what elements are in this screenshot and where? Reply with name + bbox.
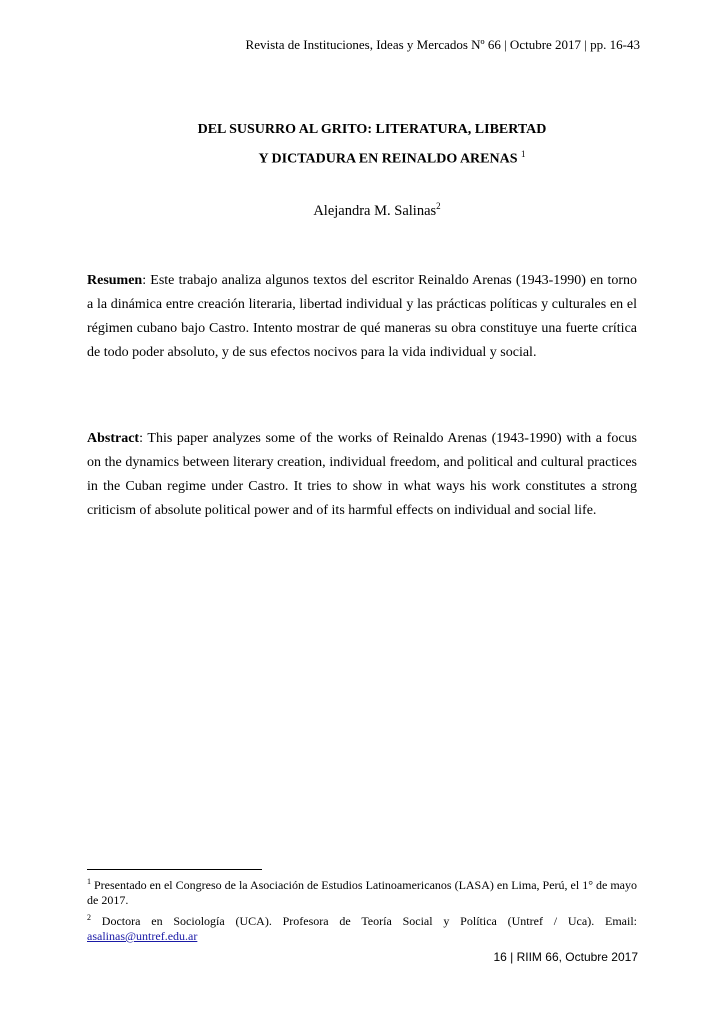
author-name <box>0 196 724 221</box>
abstract-text: : This paper analyzes some of the works of Reinaldo Arenas (1943-1990) with a focus on the dynamics between literary creation, individual freedom, and political and cultural practices in the Cuban regime under Castro. It tries to show in what ways his work constitutes a strong criticism of absolute political power and of its harmful effects on individual and social life. <box>87 431 637 518</box>
email-link[interactable]: asalinas@untref.edu.ar <box>87 929 198 943</box>
resumen-label: Resumen <box>87 273 143 288</box>
author-footnote-mark[interactable]: 2 <box>436 201 441 211</box>
footnote-2-text: Doctora en Sociología (UCA). Profesora de Teoría Social y Política (Untref / Uca). Email: <box>91 914 637 928</box>
footnote-1-mark: 1 <box>87 877 91 886</box>
article-title <box>0 118 724 172</box>
resumen-paragraph <box>87 269 637 365</box>
footnote-1 <box>87 874 637 908</box>
footnote-2 <box>87 910 637 944</box>
running-header: Revista de Instituciones, Ideas y Mercados Nº 66 | Octubre 2017 | pp. 16-43 <box>245 37 640 52</box>
title-footnote-mark[interactable]: 1 <box>521 149 526 159</box>
page-footer: 16 | RIIM 66, Octubre 2017 <box>493 950 638 964</box>
title-line-2-text: Y DICTADURA EN REINALDO ARENAS <box>258 151 518 167</box>
title-line-2 <box>0 142 724 172</box>
footnote-divider <box>87 869 262 870</box>
author-text: Alejandra M. Salinas <box>313 202 437 219</box>
abstract-label: Abstract <box>87 431 140 446</box>
footnotes <box>87 874 637 946</box>
title-line-1: DEL SUSURRO AL GRITO: LITERATURA, LIBERTAD <box>197 122 547 137</box>
abstract-paragraph <box>87 427 637 523</box>
footnote-2-mark: 2 <box>87 913 91 922</box>
resumen-text: : Este trabajo analiza algunos textos del escritor Reinaldo Arenas (1943-1990) en torno a la dinámica entre creación literaria, libertad individual y las prácticas políticas y culturales en el régimen cubano bajo Castro. Intento mostrar de qué maneras su obra constituye una fuerte crítica de todo poder absoluto, y de sus efectos nocivos para la vida individual y social. <box>87 273 637 360</box>
footnote-1-text: Presentado en el Congreso de la Asociación de Estudios Latinoamericanos (LASA) en Lima, Perú, el 1° de mayo de 2017. <box>87 878 637 907</box>
